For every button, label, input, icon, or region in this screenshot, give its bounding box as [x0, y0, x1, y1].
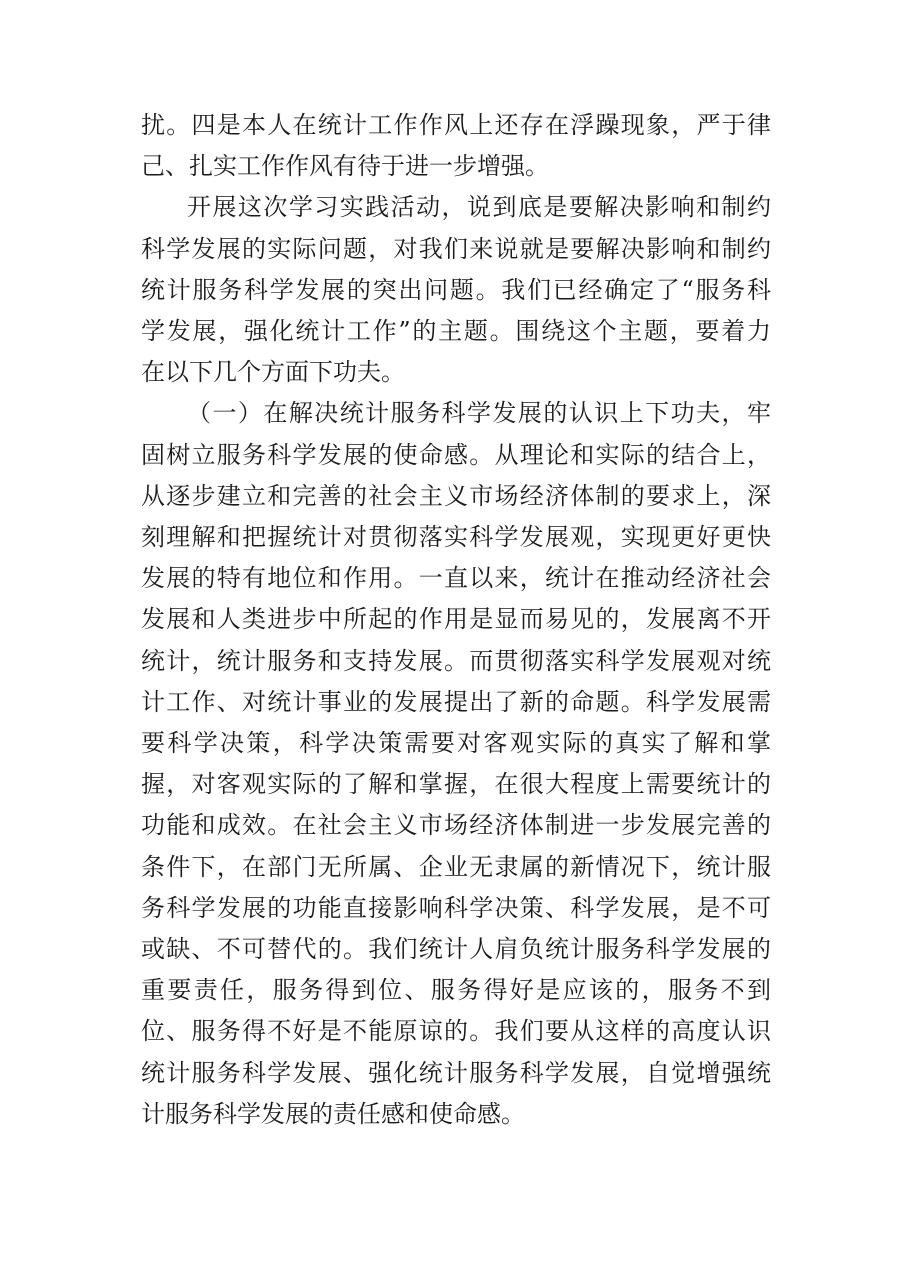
text-line: 务科学发展的功能直接影响科学决策、科学发展，是不可: [141, 893, 771, 922]
text-line: 己、扎实工作作风有待于进一步增强。: [141, 152, 549, 181]
text-line: 计工作、对统计事业的发展提出了新的命题。科学发展需: [141, 687, 771, 716]
text-line: 功能和成效。在社会主义市场经济体制进一步发展完善的: [141, 811, 771, 840]
text-line: 要科学决策，科学决策需要对客观实际的真实了解和掌: [141, 729, 771, 758]
paragraph-1: [141, 105, 771, 187]
text-line: 固树立服务科学发展的使命感。从理论和实际的结合上，: [141, 440, 771, 469]
text-line: 开展这次学习实践活动，说到底是要解决影响和制约: [187, 193, 771, 222]
text-line: 统计，统计服务和支持发展。而贯彻落实科学发展观对统: [141, 646, 771, 675]
text-line: 位、服务得不好是不能原谅的。我们要从这样的高度认识: [141, 1017, 771, 1046]
text-line: 重要责任，服务得到位、服务得好是应该的，服务不到: [141, 976, 771, 1005]
paragraph-3: [141, 393, 771, 1135]
text-line: 统计服务科学发展、强化统计服务科学发展，自觉增强统: [141, 1058, 771, 1087]
text-line: 发展和人类进步中所起的作用是显而易见的，发展离不开: [141, 605, 771, 634]
text-line: 刻理解和把握统计对贯彻落实科学发展观，实现更好更快: [141, 523, 771, 552]
text-line: 发展的特有地位和作用。一直以来，统计在推动经济社会: [141, 564, 771, 593]
text-line: （一）在解决统计服务科学发展的认识上下功夫，牢: [187, 399, 771, 428]
text-line: 扰。四是本人在统计工作作风上还存在浮躁现象，严于律: [141, 111, 771, 139]
text-line: 条件下，在部门无所属、企业无隶属的新情况下，统计服: [141, 852, 771, 881]
text-line: 握，对客观实际的了解和掌握，在很大程度上需要统计的: [141, 770, 771, 799]
text-line: 统计服务科学发展的突出问题。我们已经确定了“服务科: [141, 275, 771, 304]
body-text: [141, 105, 771, 1135]
text-line: 从逐步建立和完善的社会主义市场经济体制的要求上，深: [141, 481, 771, 510]
text-line: 计服务科学发展的责任感和使命感。: [141, 1099, 525, 1128]
text-line: 在以下几个方面下功夫。: [141, 358, 405, 387]
text-line: 学发展，强化统计工作”的主题。围绕这个主题，要着力: [141, 317, 771, 346]
paragraph-2: [141, 187, 771, 393]
text-line: 科学发展的实际问题，对我们来说就是要解决影响和制约: [141, 234, 771, 263]
text-line: 或缺、不可替代的。我们统计人肩负统计服务科学发展的: [141, 935, 771, 964]
